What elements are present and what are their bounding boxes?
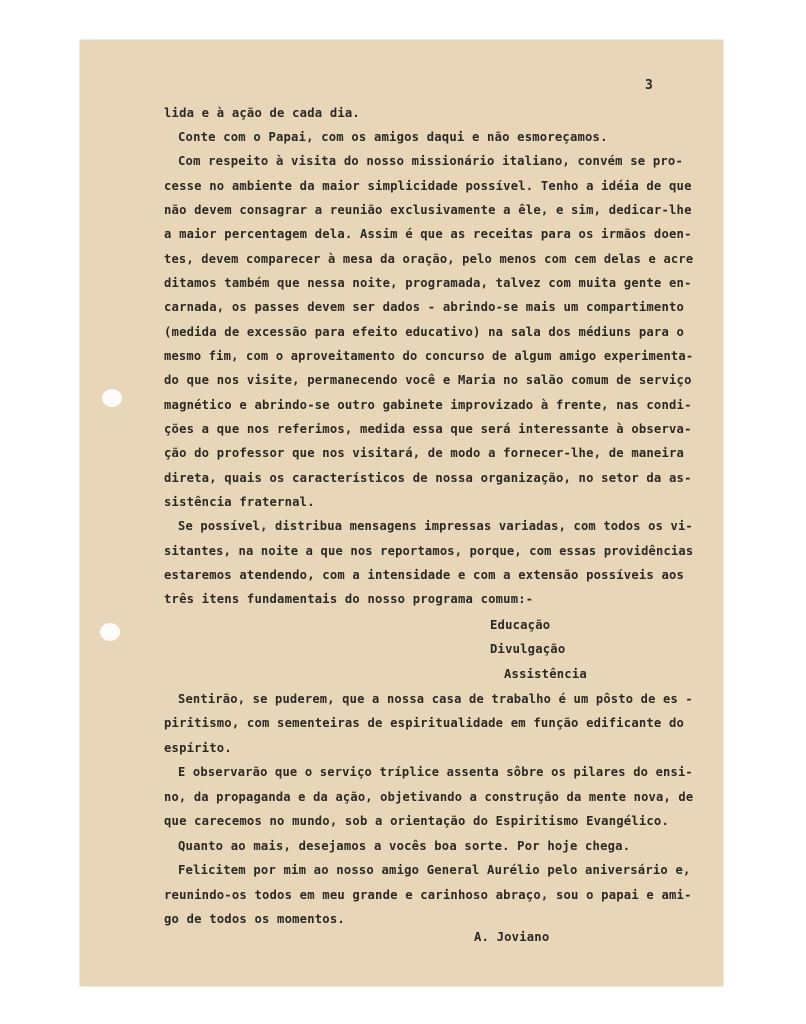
signature: A. Joviano <box>474 930 550 944</box>
text-line: Se possível, distribua mensagens impressas variadas, com todos os vi- <box>178 519 693 533</box>
text-line: três itens fundamentais do nosso programa comum:- <box>164 592 534 606</box>
text-line: do que nos visite, permanecendo você e Maria no salão comum de serviço <box>164 373 692 387</box>
list-item: Educação <box>490 618 551 632</box>
text-line: sistência fraternal. <box>164 495 315 509</box>
text-line: Sentirão, se puderem, que a nossa casa de trabalho é um pôsto de es - <box>178 692 693 706</box>
text-line: tes, devem comparecer à mesa da oração, pelo menos com cem delas e acre <box>164 252 694 266</box>
text-line: no, da propaganda e da ação, objetivando a construção da mente nova, de <box>164 790 694 804</box>
text-line: direta, quais os característicos de nossa organização, no setor da as- <box>164 471 692 485</box>
text-line: Com respeito à visita do nosso missionário italiano, convém se pro- <box>178 154 684 168</box>
text-line: que carecemos no mundo, sob a orientação do Espiritismo Evangélico. <box>164 814 670 828</box>
text-line: reunindo-os todos em meu grande e carinhoso abraço, sou o papai e ami- <box>164 888 692 902</box>
punch-hole <box>100 623 120 641</box>
text-line: go de todos os momentos. <box>164 912 345 926</box>
text-line: carnada, os passes devem ser dados - abrindo-se mais um compartimento <box>164 300 685 314</box>
text-line: Conte com o Papai, com os amigos daqui e não esmoreçamos. <box>178 130 608 144</box>
text-line: (medida de excessão para efeito educativo) na sala dos médiuns para o <box>164 325 685 339</box>
text-line: estaremos atendendo, com a intensidade e com a extensão possíveis aos <box>164 568 685 582</box>
list-item: Assistência <box>504 667 587 681</box>
text-line: magnético e abrindo-se outro gabinete improvizado à frente, nas condi- <box>164 398 692 412</box>
punch-hole <box>102 389 122 407</box>
page-number: 3 <box>645 78 653 93</box>
text-line: cesse no ambiente da maior simplicidade possível. Tenho a idéia de que <box>164 179 692 193</box>
text-line: espírito. <box>164 741 232 755</box>
text-line: ção do professor que nos visitará, de modo a fornecer-lhe, de maneira <box>164 446 685 460</box>
text-line: Felicitem por mim ao nosso amigo General Aurélio pelo aniversário e, <box>178 863 691 877</box>
text-line: mesmo fim, com o aproveitamento do concurso de algum amigo experimenta- <box>164 349 694 363</box>
text-line: Quanto ao mais, desejamos a vocês boa sorte. Por hoje chega. <box>178 839 631 853</box>
text-line: piritismo, com sementeiras de espiritualidade em função edificante do <box>164 716 685 730</box>
text-line: não devem consagrar a reunião exclusivamente a êle, e sim, dedicar-lhe <box>164 203 692 217</box>
text-line: E observarão que o serviço tríplice assenta sôbre os pilares do ensi- <box>178 765 693 779</box>
text-line: sitantes, na noite a que nos reportamos, porque, com essas providências <box>164 544 694 558</box>
list-item: Divulgação <box>490 642 566 656</box>
text-line: ditamos também que nessa noite, programada, talvez com muita gente en- <box>164 276 692 290</box>
text-line: ções a que nos referimos, medida essa que será interessante à observa- <box>164 422 692 436</box>
typewritten-page <box>80 40 723 986</box>
text-line: a maior percentagem dela. Assim é que as receitas para os irmãos doen- <box>164 227 692 241</box>
text-line: lida e à ação de cada dia. <box>164 106 360 120</box>
